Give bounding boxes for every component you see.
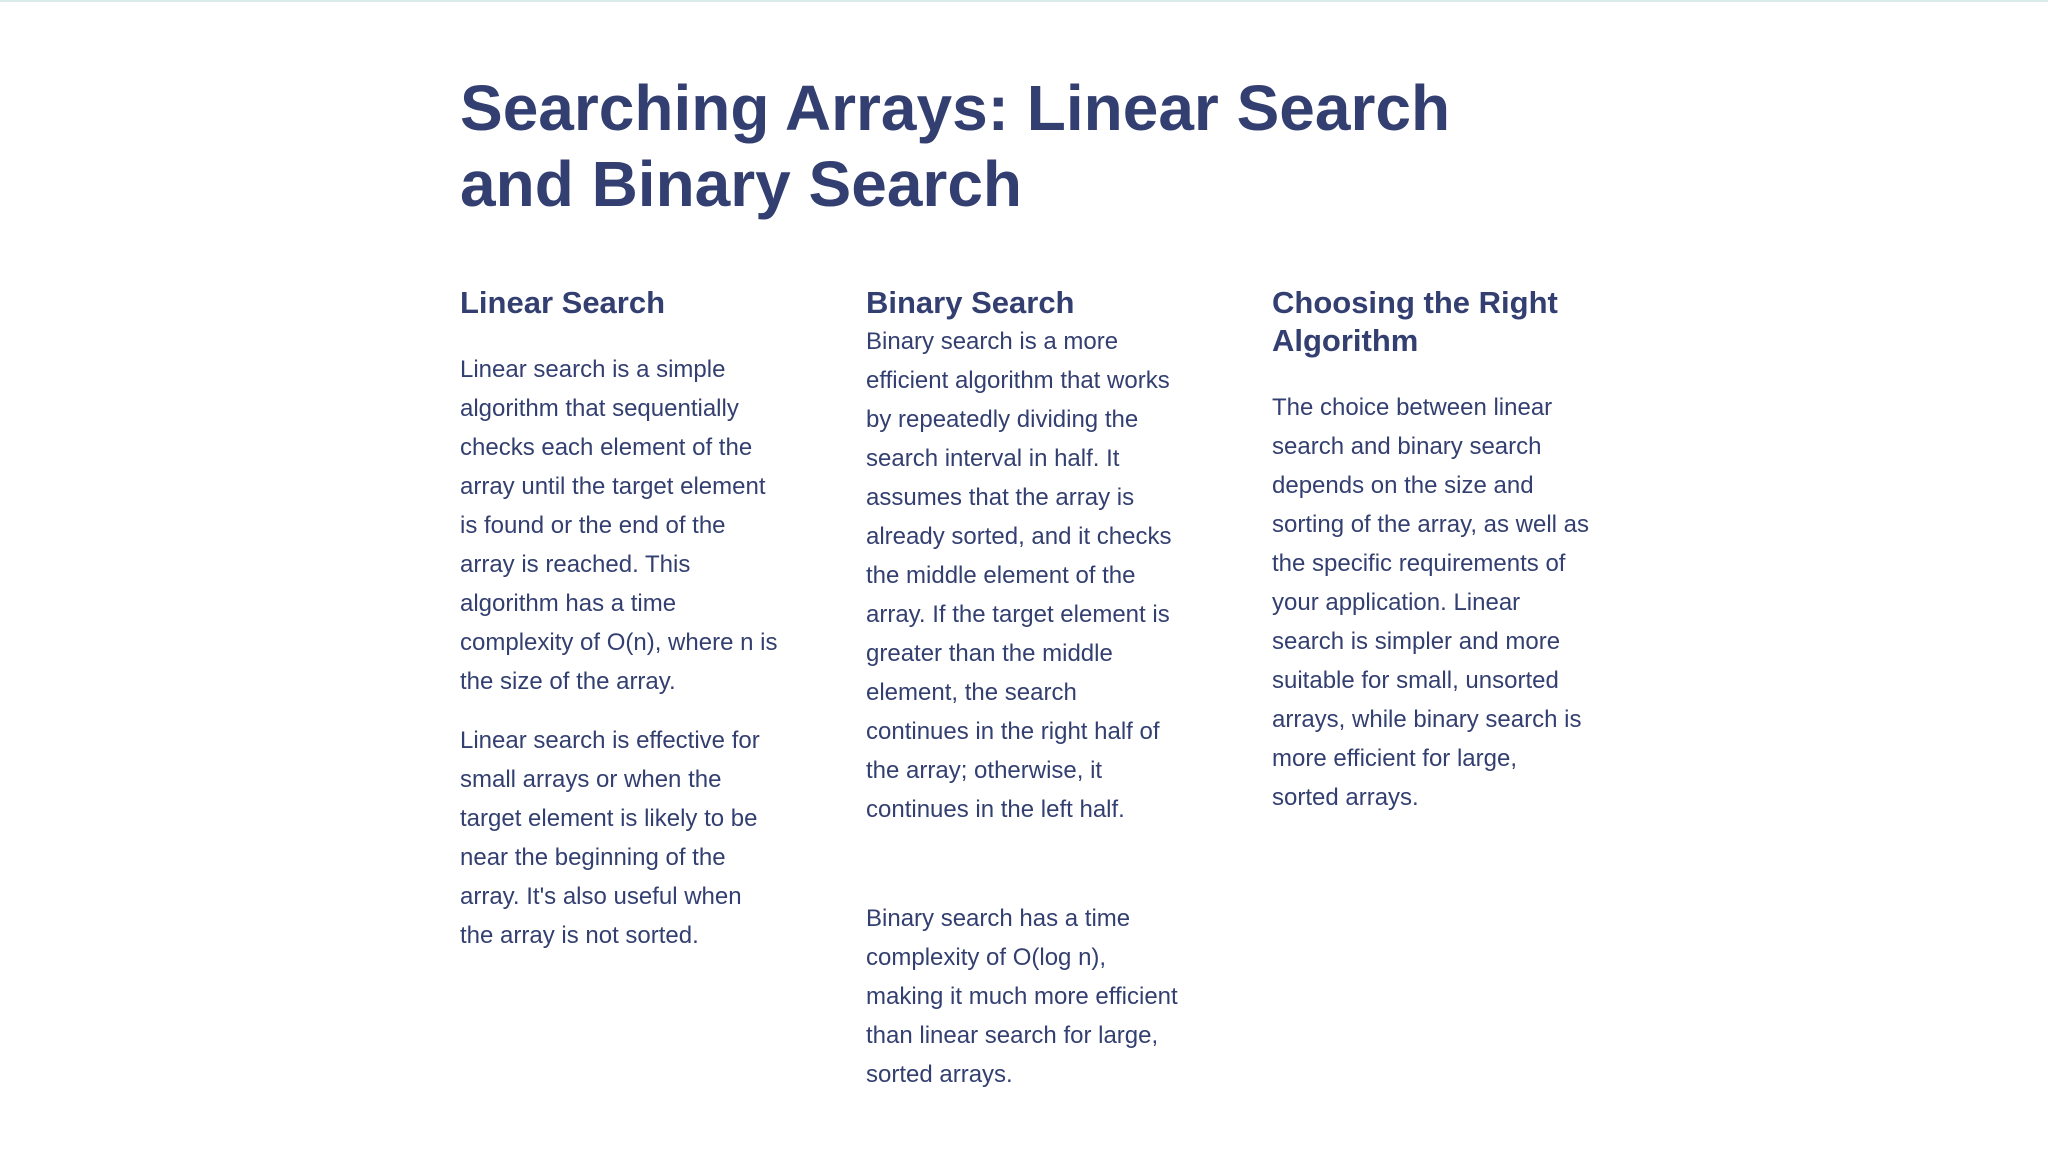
column-heading: Choosing the Right Algorithm [1272, 285, 1558, 358]
column-paragraph: Linear search is a simple algorithm that sequentially checks each element of the array until the target element is found or the end of the array is reached. This algorithm has a time complexity of O(n), where n is the size of the array. [460, 356, 778, 695]
column-paragraph: Linear search is effective for small arrays or when the target element is likely to be near the beginning of the array. It's also useful when the array is not sorted. [460, 727, 760, 949]
column-paragraph: Binary search is a more efficient algorithm that works by repeatedly dividing the search interval in half. It assumes that the array is already sorted, and it checks the middle element of the array. If the target element is greater than the middle element, the search continues in the right half of the array; otherwise, it continues in the left half. [866, 328, 1172, 823]
column-binary-search [866, 284, 1184, 1094]
top-divider [0, 0, 2048, 2]
article [460, 70, 1600, 1088]
column-linear-search [460, 284, 778, 955]
column-heading: Binary Search [866, 285, 1075, 320]
column-heading: Linear Search [460, 285, 666, 320]
column-paragraph: The choice between linear search and binary search depends on the size and sorting of the array, as well as the specific requirements of your application. Linear search is simpler and more suitable for small, unsorted arrays, while binary search is more efficient for large, sorted arrays. [1272, 394, 1590, 811]
columns [460, 284, 1600, 1144]
column-choosing-algorithm [1272, 284, 1590, 817]
page-title: Searching Arrays: Linear Search and Binary Search [460, 72, 1451, 220]
column-paragraph: Binary search has a time complexity of O(log n), making it much more efficient than linear search for large, sorted arrays. [866, 905, 1178, 1088]
